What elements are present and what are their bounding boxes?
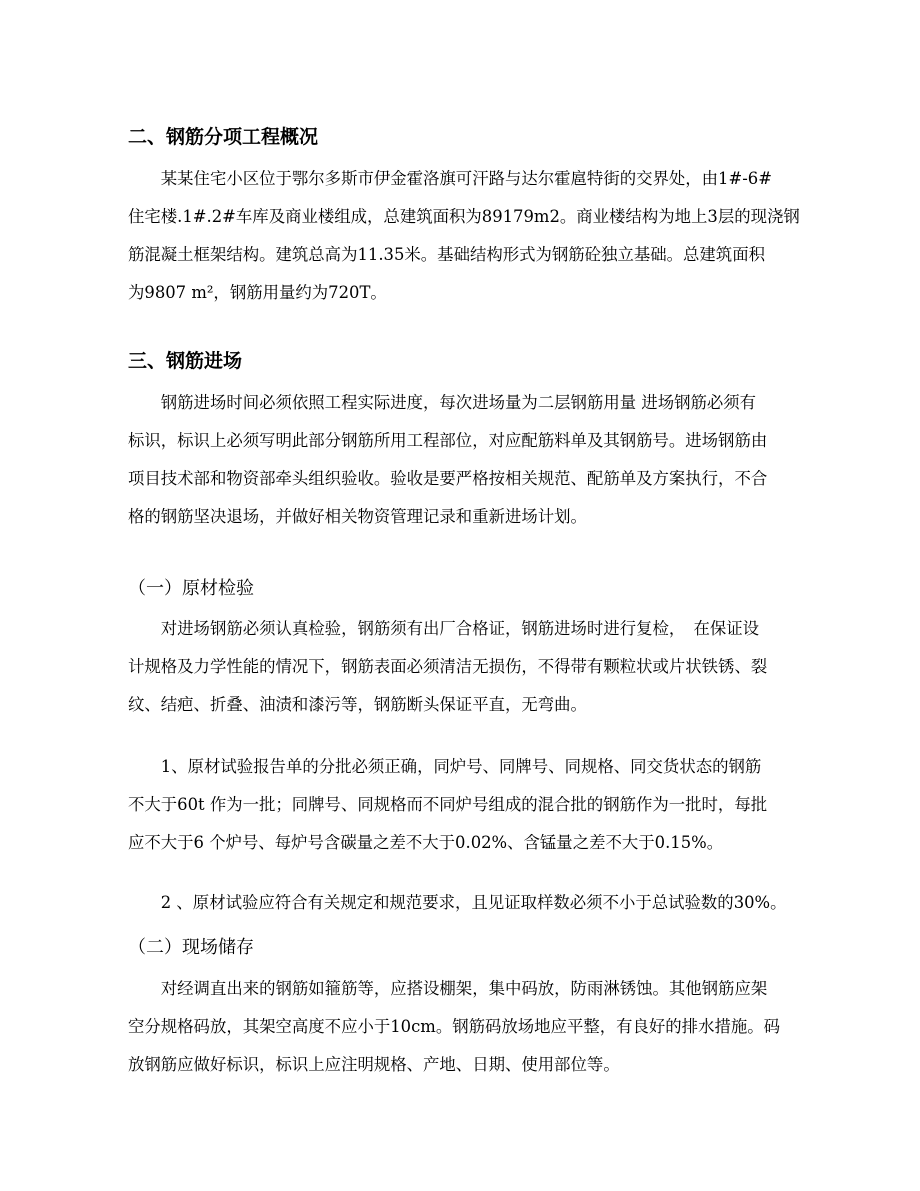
subsection-1-item-2 [128,884,794,922]
subsection-1-heading: （一）原材检验 [128,578,254,599]
paragraph-line: 项目技术部和物资部牵头组织验收。验收是要严格按相关规范、配筋单及方案执行，不合 [128,469,768,488]
paragraph-line: 空分规格码放，其架空高度不应小于10cm。钢筋码放场地应平整，有良好的排水措施。码 [128,1017,781,1036]
paragraph-line: 2 、原材试验应符合有关规定和规范要求，且见证取样数必须不小于总试验数的30%。 [128,893,787,912]
paragraph-line: 计规格及力学性能的情况下，钢筋表面必须清洁无损伤，不得带有颗粒状或片状铁锈、裂 [128,657,768,676]
paragraph-line: 为9807 m²，钢筋用量约为720T。 [128,283,387,302]
paragraph-line: 住宅楼.1#.2#车库及商业楼组成，总建筑面积为89179m2。商业楼结构为地上3层的现浇钢 [128,207,800,226]
paragraph-line: 应不大于6 个炉号、每炉号含碳量之差不大于0.02%、含锰量之差不大于0.15%。 [128,833,724,852]
paragraph-line: 钢筋进场时间必须依照工程实际进度，每次进场量为二层钢筋用量 进场钢筋必须有 [128,393,757,412]
paragraph-line: 标识，标识上必须写明此部分钢筋所用工程部位，对应配筋料单及其钢筋号。进场钢筋由 [128,431,768,450]
section-2-paragraph [128,160,800,312]
subsection-2-heading: （二）现场储存 [128,937,254,958]
paragraph-line: 1、原材试验报告单的分批必须正确，同炉号、同牌号、同规格、同交货状态的钢筋 [128,757,762,776]
subsection-1-item-1 [128,748,794,862]
paragraph-line: 格的钢筋坚决退场，并做好相关物资管理记录和重新进场计划。 [128,507,587,526]
paragraph-line: 筋混凝土框架结构。建筑总高为11.35米。基础结构形式为钢筋砼独立基础。总建筑面积 [128,245,765,264]
section-2-heading: 二、钢筋分项工程概况 [128,126,319,148]
section-3-heading: 三、钢筋进场 [128,350,243,372]
subsection-1-paragraph [128,610,794,724]
subsection-2-paragraph [128,970,794,1084]
section-3-paragraph [128,384,794,536]
paragraph-line: 对经调直出来的钢筋如箍筋等，应搭设棚架，集中码放，防雨淋锈蚀。其他钢筋应架 [128,979,768,998]
paragraph-line: 纹、结疤、折叠、油渍和漆污等，钢筋断头保证平直，无弯曲。 [128,695,587,714]
paragraph-line: 某某住宅小区位于鄂尔多斯市伊金霍洛旗可汗路与达尔霍扈特街的交界处，由1#-6# [128,169,772,188]
paragraph-line: 放钢筋应做好标识，标识上应注明规格、产地、日期、使用部位等。 [128,1055,620,1074]
paragraph-line: 对进场钢筋必须认真检验，钢筋须有出厂合格证，钢筋进场时进行复检， 在保证设 [128,619,760,638]
paragraph-line: 不大于60t 作为一批；同牌号、同规格而不同炉号组成的混合批的钢筋作为一批时，每批 [128,795,768,814]
